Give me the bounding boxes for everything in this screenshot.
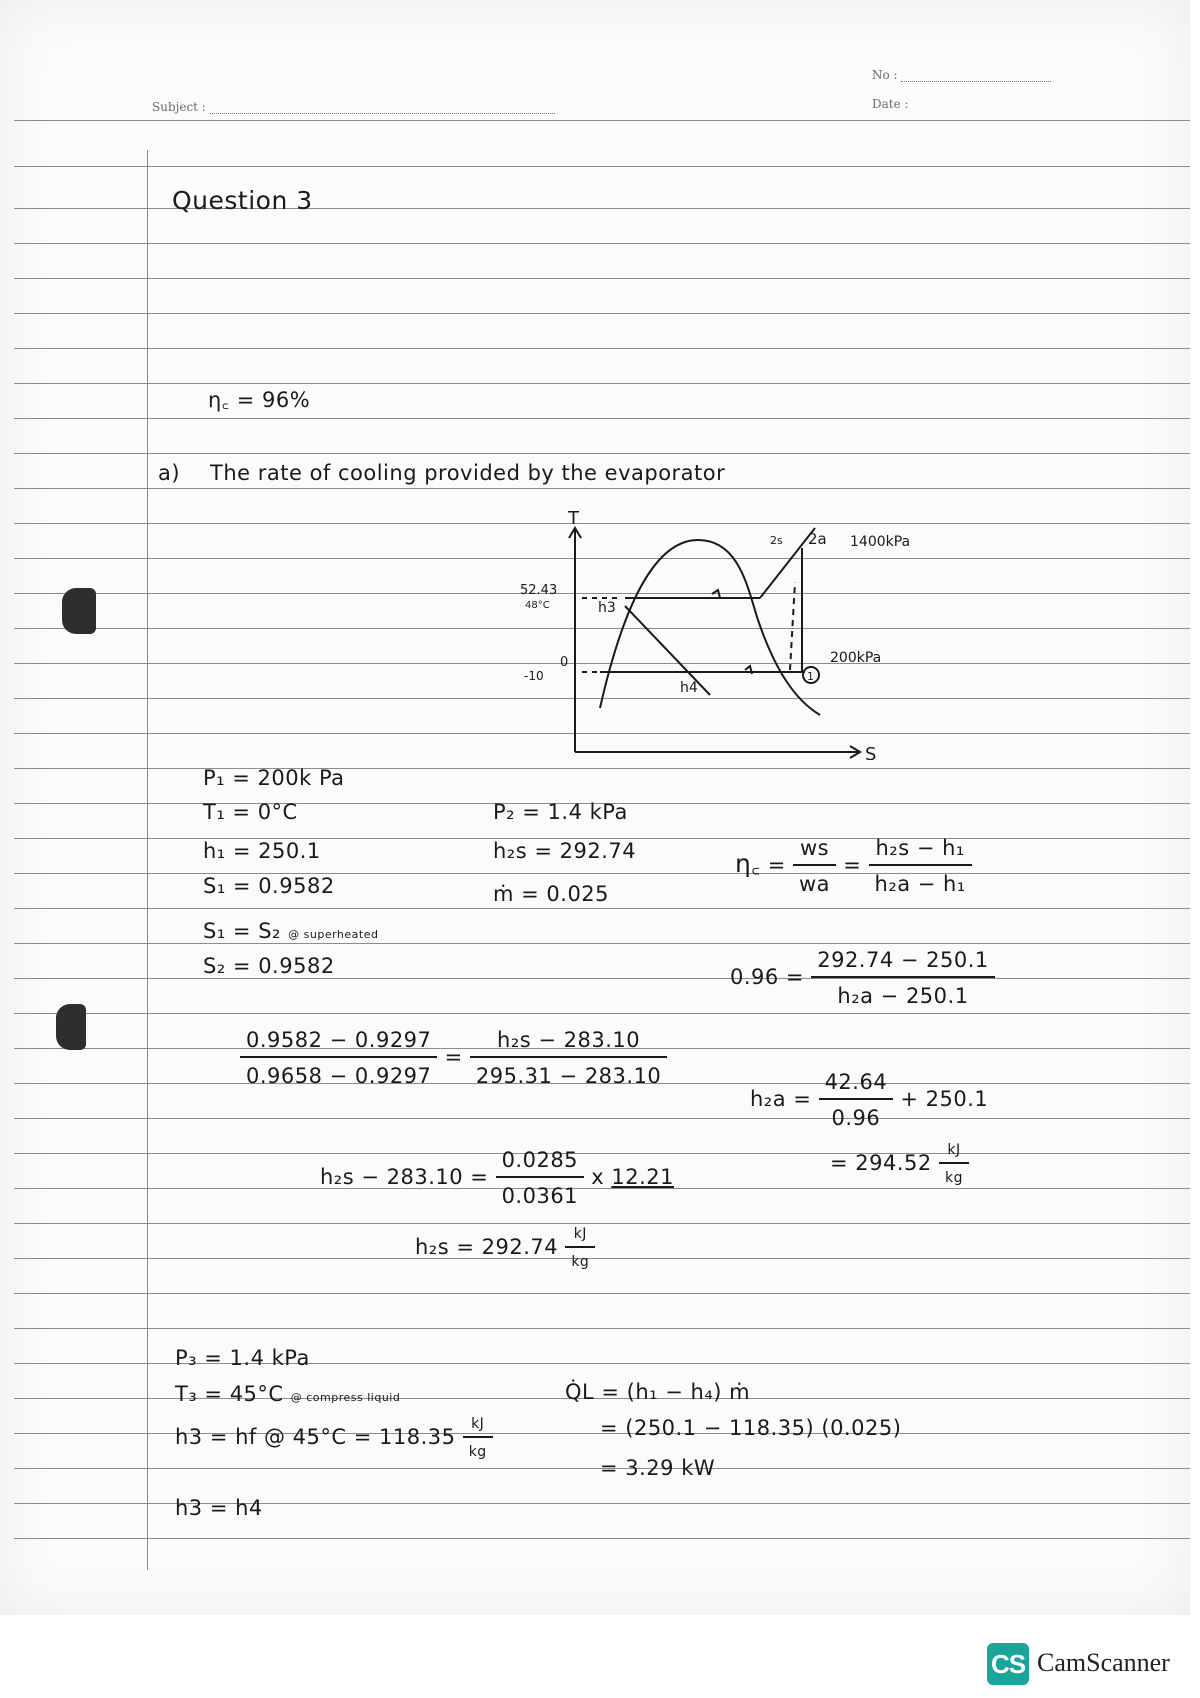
unit-kj: kJ bbox=[939, 1142, 969, 1164]
eta-substitution bbox=[730, 948, 995, 1008]
p3-line: P₃ = 1.4 kPa bbox=[175, 1346, 310, 1370]
eta-symbol: η꜀ bbox=[735, 849, 761, 878]
s-axis-label: S bbox=[865, 744, 877, 760]
eta-sub-fraction bbox=[811, 948, 995, 1008]
subject-label: Subject : bbox=[152, 100, 206, 114]
t-axis-label: T bbox=[568, 510, 579, 529]
camscanner-logo: CS bbox=[987, 1643, 1029, 1685]
date-label: Date : bbox=[872, 97, 909, 111]
ruled-line bbox=[14, 166, 1190, 167]
temp-high-label: 52.43 bbox=[520, 583, 558, 598]
ql-substitution: = (250.1 − 118.35) (0.025) bbox=[600, 1416, 902, 1440]
no-label: No : bbox=[872, 68, 898, 82]
h2s-result-unit bbox=[565, 1226, 595, 1270]
unit-kg: kg bbox=[571, 1254, 590, 1270]
s2-line: S₂ = 0.9582 bbox=[203, 954, 335, 978]
h2s-result-value: 292.74 bbox=[481, 1235, 559, 1259]
h3-equals-h4: h3 = h4 bbox=[175, 1496, 263, 1520]
ruled-line bbox=[14, 873, 1190, 874]
t3-note: @ compress liquid bbox=[290, 1391, 401, 1404]
h2s-line: h₂s = 292.74 bbox=[493, 839, 637, 863]
temp-high-c-label: 48°C bbox=[525, 600, 550, 611]
ruled-line bbox=[14, 278, 1190, 279]
temp-low-neg-label: -10 bbox=[524, 669, 544, 683]
given-efficiency: η꜀ = 96% bbox=[208, 388, 311, 412]
wa-denominator: wa bbox=[798, 872, 831, 896]
interpolation-step2 bbox=[320, 1148, 674, 1208]
h2s-minus-h1: h₂s − h₁ bbox=[869, 836, 972, 866]
p2-line: P₂ = 1.4 kPa bbox=[493, 800, 628, 824]
t3-value: T₃ = 45°C bbox=[175, 1382, 284, 1406]
ruled-line bbox=[14, 768, 1190, 769]
header-date bbox=[872, 97, 909, 111]
h2a-minus-h1: h₂a − h₁ bbox=[874, 872, 966, 896]
ruled-line bbox=[14, 120, 1190, 121]
ruled-line bbox=[14, 453, 1190, 454]
t-s-diagram bbox=[520, 510, 940, 760]
ruled-line bbox=[14, 1538, 1190, 1539]
h2a-numerator: 42.64 bbox=[819, 1070, 894, 1100]
h1-line: h₁ = 250.1 bbox=[203, 839, 321, 863]
ws-over-wa bbox=[793, 836, 836, 896]
entropy-fraction bbox=[240, 1028, 437, 1088]
temp-low-zero-label: 0 bbox=[560, 655, 569, 670]
actual-compression-line bbox=[790, 582, 795, 670]
h2s-result bbox=[415, 1226, 595, 1270]
ql-result: = 3.29 kW bbox=[600, 1456, 716, 1480]
step2-numerator: 0.0285 bbox=[496, 1148, 584, 1178]
h3-line bbox=[175, 1416, 493, 1460]
unit-kg: kg bbox=[468, 1444, 487, 1460]
saturation-dome bbox=[600, 540, 820, 715]
ruled-line bbox=[14, 1258, 1190, 1259]
step2-times: x bbox=[591, 1165, 605, 1189]
h2a-result-equals: = bbox=[830, 1151, 849, 1175]
subject-dotted-line bbox=[210, 113, 555, 114]
unit-kj: kJ bbox=[463, 1416, 493, 1438]
flow-arrow-top bbox=[712, 590, 720, 598]
h2a-calculation bbox=[750, 1070, 988, 1130]
h2a-result-unit bbox=[939, 1142, 969, 1186]
ruled-line bbox=[14, 383, 1190, 384]
ruled-line bbox=[14, 1328, 1190, 1329]
s-relation-note: @ superheated bbox=[288, 928, 379, 941]
ruled-line bbox=[14, 1293, 1190, 1294]
t1-line: T₁ = 0°C bbox=[203, 800, 298, 824]
2s-label: 2s bbox=[770, 534, 783, 547]
h2a-plus: + 250.1 bbox=[900, 1087, 989, 1111]
binder-hole bbox=[62, 588, 96, 634]
ruled-line bbox=[14, 943, 1190, 944]
mdot-line: ṁ = 0.025 bbox=[493, 882, 610, 906]
enthalpy-fraction bbox=[470, 1028, 667, 1088]
p1-line: P₁ = 200k Pa bbox=[203, 766, 345, 790]
h3-label: h3 bbox=[598, 600, 616, 616]
interpolation-equation bbox=[240, 1028, 667, 1088]
ql-formula: Q̇L = (h₁ − h₄) ṁ bbox=[565, 1380, 751, 1404]
pressure-high-label: 1400kPa bbox=[850, 534, 911, 550]
ruled-line bbox=[14, 488, 1190, 489]
s-relation-line bbox=[203, 919, 378, 943]
step2-lhs: h₂s − 283.10 = bbox=[320, 1165, 489, 1189]
interp-equals: = bbox=[444, 1045, 463, 1069]
h2a-fraction bbox=[819, 1070, 894, 1130]
h2a-result-value: 294.52 bbox=[855, 1151, 932, 1175]
no-dotted-line bbox=[901, 81, 1051, 82]
ruled-line bbox=[14, 348, 1190, 349]
step2-denominator: 0.0361 bbox=[501, 1184, 579, 1208]
enthalpy-ratio bbox=[869, 836, 972, 896]
state-1-label: 1 bbox=[807, 670, 814, 683]
ruled-line bbox=[14, 243, 1190, 244]
eta-sub-numerator: 292.74 − 250.1 bbox=[811, 948, 995, 978]
s-relation: S₁ = S₂ bbox=[203, 919, 281, 943]
t3-line bbox=[175, 1382, 400, 1406]
part-a-text: The rate of cooling provided by the evaporator bbox=[210, 461, 726, 485]
unit-kj: kJ bbox=[565, 1226, 595, 1248]
ws-numerator: ws bbox=[793, 836, 836, 866]
ruled-line bbox=[14, 1013, 1190, 1014]
eta-formula bbox=[735, 836, 972, 896]
header-no bbox=[872, 68, 1051, 82]
eta-sub-lhs: 0.96 = bbox=[730, 965, 805, 989]
eta-sub-denominator: h₂a − 250.1 bbox=[837, 984, 969, 1008]
margin-line bbox=[147, 150, 148, 1570]
h3-value: 118.35 bbox=[379, 1425, 456, 1449]
pressure-low-label: 200kPa bbox=[830, 650, 882, 666]
ruled-line bbox=[14, 418, 1190, 419]
enthalpy-denominator: 295.31 − 283.10 bbox=[475, 1064, 662, 1088]
step2-fraction bbox=[496, 1148, 584, 1208]
s1-line: S₁ = 0.9582 bbox=[203, 874, 335, 898]
h2s-result-lhs: h₂s = bbox=[415, 1235, 475, 1259]
entropy-denominator: 0.9658 − 0.9297 bbox=[246, 1064, 432, 1088]
entropy-numerator: 0.9582 − 0.9297 bbox=[240, 1028, 437, 1058]
ruled-line bbox=[14, 1118, 1190, 1119]
header-subject bbox=[152, 100, 555, 114]
step2-multiplier: 12.21 bbox=[611, 1165, 674, 1189]
ruled-line bbox=[14, 908, 1190, 909]
h2a-result bbox=[830, 1142, 969, 1186]
h3-lhs: h3 = hf @ 45°C = bbox=[175, 1425, 372, 1449]
ruled-line bbox=[14, 313, 1190, 314]
h2a-denominator: 0.96 bbox=[831, 1106, 881, 1130]
2a-label: 2a bbox=[808, 530, 827, 548]
camscanner-name: CamScanner bbox=[1037, 1648, 1170, 1677]
h4-label: h4 bbox=[680, 680, 698, 696]
eta-equals-2: = bbox=[843, 853, 862, 877]
unit-kg: kg bbox=[944, 1170, 963, 1186]
superheat-2s-line bbox=[760, 528, 815, 598]
h2a-lhs: h₂a = bbox=[750, 1087, 812, 1111]
ruled-line bbox=[14, 1223, 1190, 1224]
eta-equals: = bbox=[767, 853, 786, 877]
enthalpy-numerator: h₂s − 283.10 bbox=[470, 1028, 667, 1058]
h3-unit bbox=[463, 1416, 493, 1460]
ruled-line bbox=[14, 978, 1190, 979]
binder-hole bbox=[56, 1004, 86, 1050]
part-a-label: a) bbox=[158, 461, 181, 485]
question-title: Question 3 bbox=[172, 186, 313, 215]
